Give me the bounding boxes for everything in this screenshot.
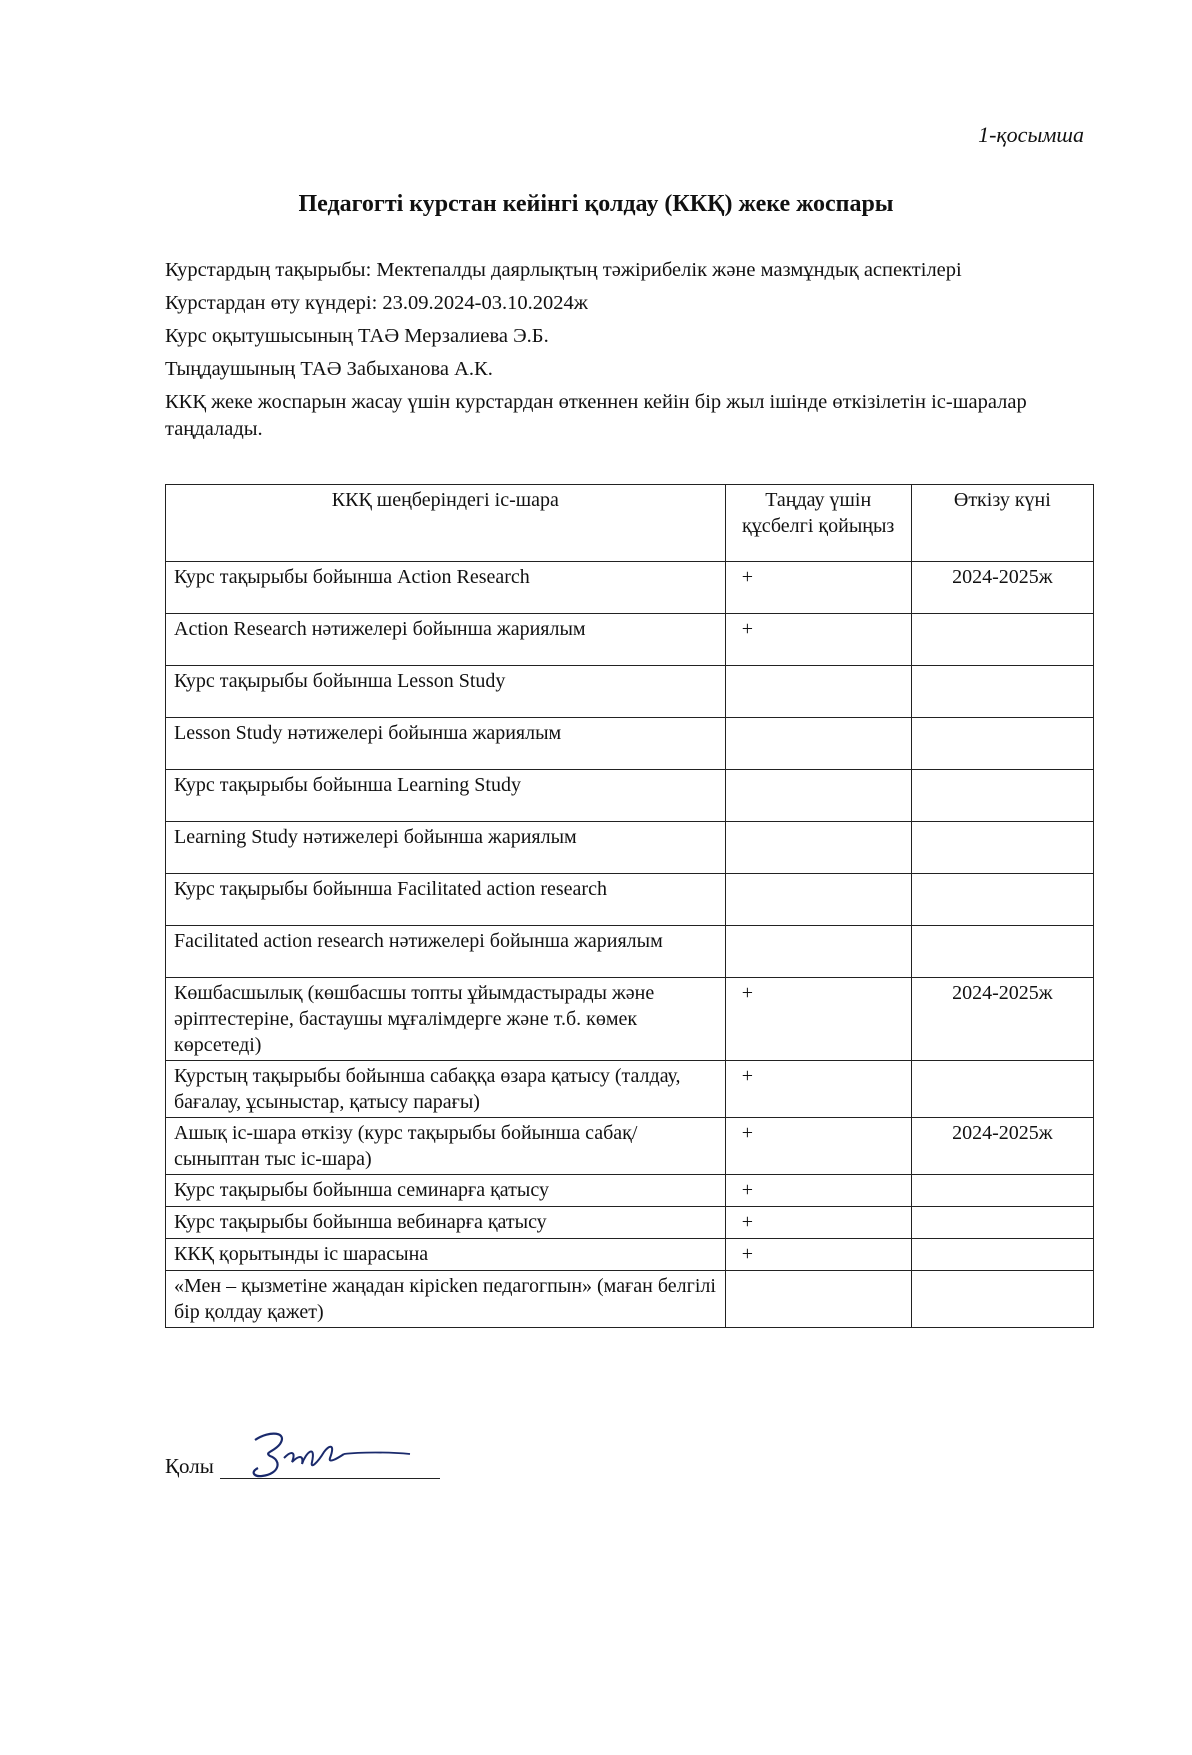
handwritten-signature [240,1422,420,1482]
table-row [166,1061,1094,1118]
mark-cell: + [725,1118,911,1175]
mark-cell: + [725,562,911,614]
table-row [166,822,1094,874]
activity-cell: Facilitated action research нәтижелері бойынша жариялым [166,926,726,978]
table-row [166,1271,1094,1328]
mark-cell [725,718,911,770]
activity-plan-table [165,484,1094,1328]
table-row [166,978,1094,1061]
signature-block [165,1444,440,1479]
activity-cell: Lesson Study нәтижелері бойынша жариялым [166,718,726,770]
activity-cell: Көшбасшылық (көшбасшы топты ұйымдастырады және әріптестеріне, бастаушы мұғалімдерге және т.б. көмек көрсетеді) [166,978,726,1061]
mark-cell [725,770,911,822]
activity-cell: Курстың тақырыбы бойынша сабаққа өзара қатысу (талдау, бағалау, ұсыныстар, қатысу парағы) [166,1061,726,1118]
activity-cell: Ашық іс-шара өткізу (курс тақырыбы бойынша сабақ/ сыныптан тыс іс-шара) [166,1118,726,1175]
table-row [166,718,1094,770]
course-listener: Тыңдаушының ТАӘ Забыханова А.К. [165,358,493,380]
header-activity: ККҚ шеңберіндегі іс-шара [166,485,726,562]
activity-cell: Learning Study нәтижелері бойынша жариялым [166,822,726,874]
page-title: Педагогті курстан кейінгі қолдау (ККҚ) жеке жоспары [298,191,894,217]
course-info [165,257,1095,449]
table-row [166,926,1094,978]
activity-cell: ККҚ қорытынды іс шарасына [166,1239,726,1271]
mark-cell: + [725,1207,911,1239]
mark-cell [725,666,911,718]
table-row [166,614,1094,666]
activity-cell: Курс тақырыбы бойынша Action Research [166,562,726,614]
course-topic: Курстардың тақырыбы: Мектепалды даярлықтың тәжірибелік және мазмұндық аспектілері [165,259,962,281]
date-cell [911,770,1093,822]
plan-note: ККҚ жеке жоспарын жасау үшін курстардан өткеннен кейін бір жыл ішінде өткізілетін іс-шаралар таңдалады. [165,391,1027,440]
mark-cell: + [725,1175,911,1207]
date-cell [911,718,1093,770]
table-row [166,770,1094,822]
activity-cell: «Мен – қызметіне жаңадан кірісken педагогпын» (маған белгілі бір қолдау қажет) [166,1271,726,1328]
mark-cell [725,874,911,926]
date-cell [911,1239,1093,1271]
date-cell [911,614,1093,666]
table-body [166,562,1094,1328]
date-cell [911,1175,1093,1207]
date-cell [911,1061,1093,1118]
table-row [166,666,1094,718]
date-cell [911,874,1093,926]
date-cell: 2024-2025ж [911,562,1093,614]
mark-cell [725,822,911,874]
date-cell [911,666,1093,718]
mark-cell: + [725,1061,911,1118]
activity-cell: Курс тақырыбы бойынша Lesson Study [166,666,726,718]
header-mark: Таңдау үшін құсбелгі қойыңыз [725,485,911,562]
date-cell [911,1271,1093,1328]
table-row [166,1118,1094,1175]
date-cell: 2024-2025ж [911,1118,1093,1175]
course-dates: Курстардан өту күндері: 23.09.2024-03.10.2024ж [165,292,588,314]
activity-cell: Курс тақырыбы бойынша Facilitated action research [166,874,726,926]
date-cell [911,926,1093,978]
mark-cell: + [725,978,911,1061]
date-cell [911,1207,1093,1239]
signature-label: Қолы [165,1454,214,1478]
header-date: Өткізу күні [911,485,1093,562]
mark-cell: + [725,1239,911,1271]
table-row [166,1175,1094,1207]
annex-label: 1-қосымша [978,122,1084,147]
activity-cell: Action Research нәтижелері бойынша жариялым [166,614,726,666]
course-teacher: Курс оқытушысының ТАӘ Мерзалиева Э.Б. [165,325,549,347]
date-cell: 2024-2025ж [911,978,1093,1061]
table-row [166,1239,1094,1271]
signature-line [220,1444,440,1479]
mark-cell [725,1271,911,1328]
table-row [166,874,1094,926]
table-header-row [166,485,1094,562]
activity-cell: Курс тақырыбы бойынша вебинарға қатысу [166,1207,726,1239]
mark-cell [725,926,911,978]
table-row [166,562,1094,614]
activity-cell: Курс тақырыбы бойынша семинарға қатысу [166,1175,726,1207]
activity-cell: Курс тақырыбы бойынша Learning Study [166,770,726,822]
table-row [166,1207,1094,1239]
date-cell [911,822,1093,874]
mark-cell: + [725,614,911,666]
